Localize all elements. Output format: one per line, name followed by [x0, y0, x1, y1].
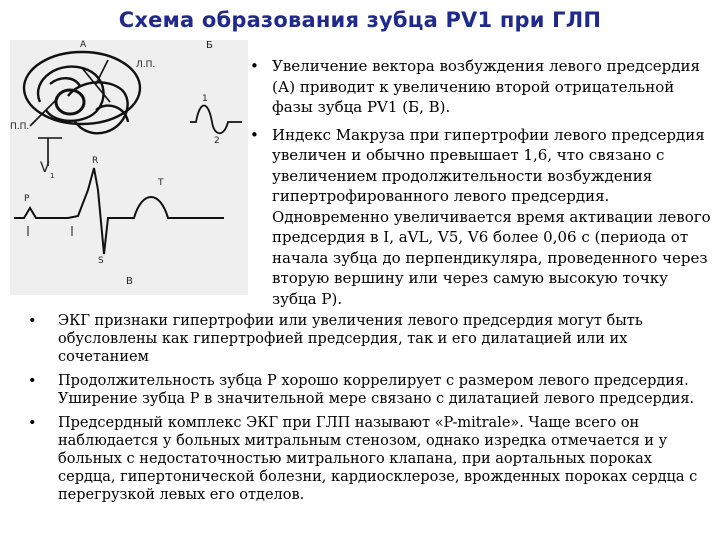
right-bullet-item: [250, 56, 712, 118]
bottom-bullet-item: [28, 414, 700, 504]
bullet-marker: •: [250, 125, 259, 144]
right-bullet-item: [250, 125, 712, 310]
label-p-wave: P: [24, 194, 30, 204]
bullet-marker: •: [28, 373, 37, 389]
slide-title: Схема образования зубца PV1 при ГЛП: [118, 8, 602, 32]
label-left-atrium: Л.П.: [136, 60, 156, 70]
bottom-bullet-list: [28, 312, 700, 510]
label-a: A: [80, 40, 87, 50]
bottom-bullet-text: Продолжительность зубца Р хорошо коррелирует с размером левого предсердия. Уширение зубца Р в значительной мере связано с дилатацией левого предсердия.: [58, 373, 695, 407]
label-right-atrium: П.П.: [10, 122, 30, 132]
label-t-wave: T: [158, 178, 164, 188]
bottom-bullet-item: [28, 312, 700, 366]
label-s-wave: S: [98, 256, 104, 266]
bullet-marker: •: [28, 415, 37, 431]
ecg-diagram: [10, 40, 248, 295]
right-bullet-text: Индекс Макруза при гипертрофии левого предсердия увеличен и обычно превышает 1,6, что связано с увеличением продолжительности возбуждения гипертрофированного левого предсердия. Одновременно увеличивается время активации левого предсердия в I, aVL, V5, V6 более 0,06 с (периода от начала зубца до перпендикуляра, проведенного через вторую вершину или через самую высокую точку зубца Р).: [272, 125, 711, 308]
label-v1-subscript: 1: [50, 172, 55, 180]
label-phase-one: 1: [202, 94, 208, 104]
ecg-complex-trace: [14, 168, 224, 254]
label-b: Б: [206, 40, 213, 51]
bullet-marker: •: [250, 57, 259, 75]
bottom-bullet-item: [28, 372, 700, 408]
ecg-baseline-ticks: [28, 226, 72, 236]
right-bullet-list: [250, 56, 712, 316]
heart-schematic: [24, 52, 140, 133]
bottom-bullet-text: ЭКГ признаки гипертрофии или увеличения левого предсердия могут быть обусловлены как гипертрофией предсердия, так и его дилатацией или их сочетанием: [58, 313, 643, 365]
bullet-marker: •: [28, 313, 37, 329]
label-phase-two: 2: [214, 136, 220, 146]
p-wave-v1-trace: [190, 106, 242, 134]
bottom-bullet-text: Предсердный комплекс ЭКГ при ГЛП называют «P-mitrale». Чаще всего он наблюдается у больных митральным стенозом, однако изредка отмечается и у больных с недостаточностью митрального клапана, при аортальных пороках сердца, гипертонической болезни, кардиосклерозе, врожденных пороках сердца с перегрузкой левых его отделов.: [58, 415, 698, 503]
label-r-wave: R: [92, 156, 99, 166]
label-v: В: [126, 276, 133, 287]
label-v1: V: [40, 160, 50, 176]
right-bullet-text: Увеличение вектора возбуждения левого предсердия (А) приводит к увеличению второй отрицательной фазы зубца PV1 (Б, В).: [272, 57, 700, 116]
